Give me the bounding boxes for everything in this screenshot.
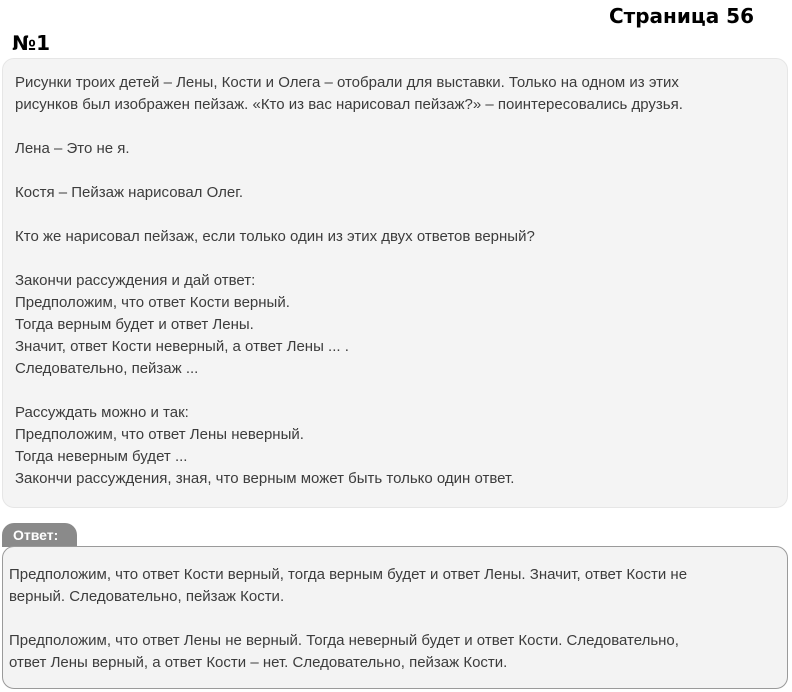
answer-text-line: Предположим, что ответ Кости верный, тогда верным будет и ответ Лены. Значит, ответ Кости не bbox=[9, 566, 688, 583]
task-blank-line bbox=[15, 160, 777, 182]
task-text-line: Лена – Это не я. bbox=[15, 140, 130, 157]
task-text-line: Предположим, что ответ Кости верный. bbox=[15, 294, 290, 311]
task-text-line: Закончи рассуждения и дай ответ: bbox=[15, 272, 256, 289]
answer-text-line: верный. Следовательно, пейзаж Кости. bbox=[9, 588, 285, 605]
answer-box bbox=[2, 546, 788, 689]
task-text-line: Следовательно, пейзаж ... bbox=[15, 360, 199, 377]
page-title: Страница 56 bbox=[608, 4, 754, 28]
answer-text-line: ответ Лены верный, а ответ Кости – нет. Следовательно, пейзаж Кости. bbox=[9, 654, 508, 671]
task-text-line: Тогда неверным будет ... bbox=[15, 448, 188, 465]
task-text-line: Рассуждать можно и так: bbox=[15, 404, 189, 421]
task-text-line: Значит, ответ Кости неверный, а ответ Лены ... . bbox=[15, 338, 349, 355]
task-box bbox=[2, 58, 788, 508]
task-text-line: Закончи рассуждения, зная, что верным может быть только один ответ. bbox=[15, 470, 515, 487]
task-text-line: Костя – Пейзаж нарисовал Олег. bbox=[15, 184, 243, 201]
task-text-line: Тогда верным будет и ответ Лены. bbox=[15, 316, 254, 333]
task-blank-line bbox=[15, 248, 777, 270]
task-number: №1 bbox=[12, 31, 50, 55]
answer-text-line: Предположим, что ответ Лены не верный. Тогда неверный будет и ответ Кости. Следовательно, bbox=[9, 632, 679, 649]
task-text-line: Кто же нарисовал пейзаж, если только один из этих двух ответов верный? bbox=[15, 228, 535, 245]
task-text-line: Предположим, что ответ Лены неверный. bbox=[15, 426, 304, 443]
task-text-line: рисунков был изображен пейзаж. «Кто из вас нарисовал пейзаж?» – поинтересовались друзья. bbox=[15, 96, 683, 113]
task-blank-line bbox=[15, 204, 777, 226]
answer-blank-line bbox=[9, 608, 777, 630]
answer-tab: Ответ: bbox=[2, 523, 77, 547]
task-blank-line bbox=[15, 116, 777, 138]
task-blank-line bbox=[15, 380, 777, 402]
task-text-line: Рисунки троих детей – Лены, Кости и Олега – отобрали для выставки. Только на одном из этих bbox=[15, 74, 679, 91]
